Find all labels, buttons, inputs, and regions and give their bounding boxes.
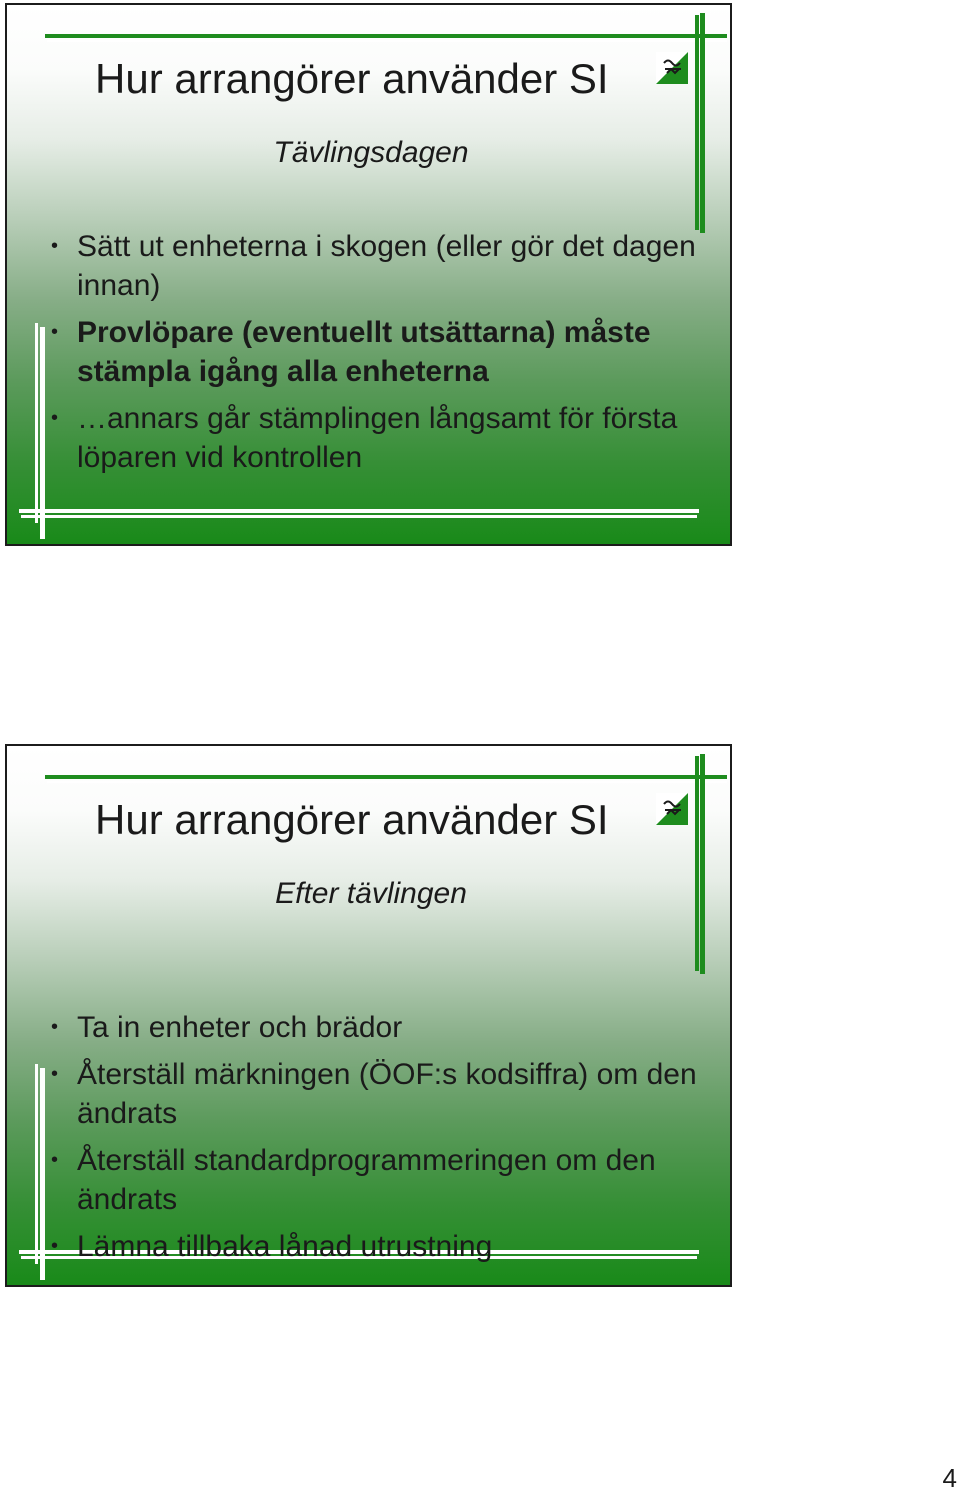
bullet-list [7,227,697,485]
bullet-dot: • [51,1063,59,1085]
bullet-item [7,399,697,477]
right-rule-outer [700,754,705,974]
page-number: 4 [942,1463,957,1493]
bullet-dot: • [51,1235,59,1257]
bullet-dot: • [51,321,59,343]
bullet-dot: • [51,235,59,257]
right-rule [695,756,699,971]
bullet-item [7,1008,697,1047]
bottom-rule-highlight [19,509,699,513]
bullet-dot: • [51,1016,59,1038]
bullet-dot: • [51,407,59,429]
right-rule-outer [700,13,705,233]
bullet-item [7,1141,697,1219]
bullet-item [7,1227,697,1266]
slide-title: Hur arrangörer använder SI [95,55,609,102]
orienteering-flag-logo-icon [655,51,689,85]
bullet-item [7,227,697,305]
bullet-text: Lämna tillbaka lånad utrustning [77,1230,493,1263]
slide-1 [5,3,732,546]
top-rule [45,775,727,779]
slide-subtitle: Tävlingsdagen [273,136,469,169]
bullet-text: Återställ märkningen (ÖOF:s kodsiffra) om den ändrats [77,1058,697,1130]
slide-2 [5,744,732,1287]
bottom-rule [21,515,697,518]
top-rule-highlight [47,781,727,783]
top-rule-highlight [47,40,727,42]
orienteering-flag-logo-icon [655,792,689,826]
bullet-text: Provlöpare (eventuellt utsättarna) måste stämpla igång alla enheterna [77,316,651,388]
bullet-dot: • [51,1149,59,1171]
bullet-text: Återställ standardprogrammeringen om den ändrats [77,1144,656,1216]
bullet-item [7,313,697,391]
bullet-text: …annars går stämplingen långsamt för första löparen vid kontrollen [77,402,678,474]
top-rule [45,34,727,38]
bullet-text: Sätt ut enheterna i skogen (eller gör det dagen innan) [77,230,696,302]
right-rule [695,15,699,230]
bullet-list [7,1008,697,1274]
bullet-text: Ta in enheter och brädor [77,1011,403,1044]
slide-title: Hur arrangörer använder SI [95,796,609,843]
slide-subtitle: Efter tävlingen [275,877,467,910]
bullet-item [7,1055,697,1133]
